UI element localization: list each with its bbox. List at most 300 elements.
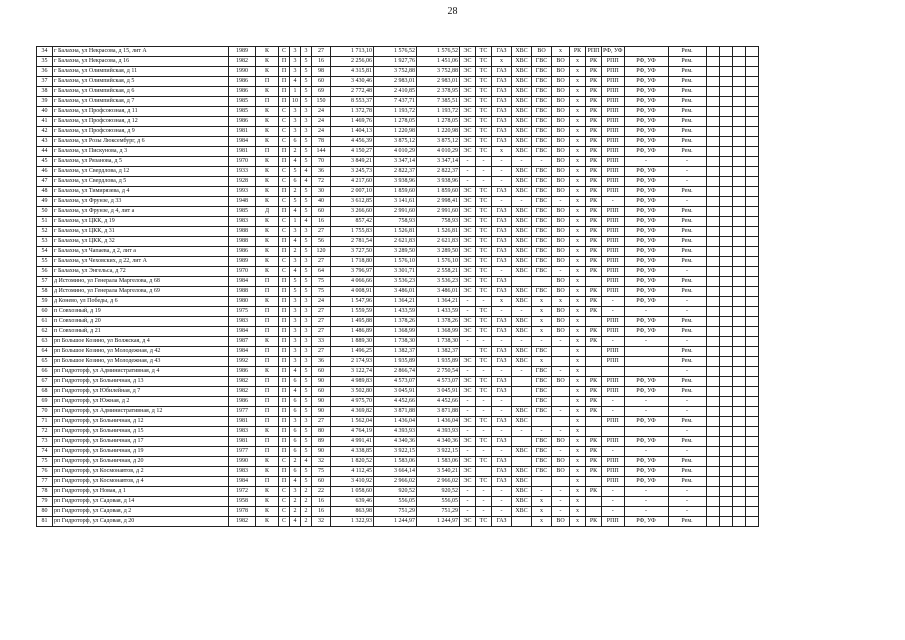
table-cell-rpp: РПП	[602, 247, 625, 257]
table-cell-no: 76	[37, 467, 53, 477]
table-cell-gvs: ГВС	[532, 67, 552, 77]
table-cell-rem: -	[668, 267, 706, 277]
table-cell-wall: П	[279, 367, 290, 377]
table-cell-wall: П	[279, 357, 290, 367]
table-cell-e1	[706, 77, 719, 87]
table-cell-rem: -	[668, 447, 706, 457]
table-cell-material: К	[256, 187, 279, 197]
table-cell-wall: П	[279, 477, 290, 487]
table-cell-other-area: 920,52	[417, 487, 460, 497]
table-cell-rem: -	[668, 407, 706, 417]
table-cell-rf-uf: РФ, УФ	[624, 197, 668, 207]
table-cell-gaz: -	[492, 337, 512, 347]
table-cell-vo: -	[552, 407, 570, 417]
table-cell-gvs: -	[532, 337, 552, 347]
table-cell-vo: ВО	[552, 457, 570, 467]
table-cell-living-area: 1 935,89	[374, 357, 417, 367]
table-cell-e2	[719, 67, 732, 77]
table-cell-rpp: РПП	[602, 437, 625, 447]
table-cell-gvs: х	[532, 517, 552, 527]
table-cell-e3	[732, 287, 745, 297]
table-cell-entrances: 5	[301, 367, 312, 377]
table-cell-e2	[719, 197, 732, 207]
table-cell-year: 1984	[229, 137, 256, 147]
table-cell-x: х	[570, 457, 586, 467]
table-row	[37, 287, 759, 297]
table-cell-no: 74	[37, 447, 53, 457]
table-cell-rk: РК	[586, 57, 602, 67]
table-cell-address: п Совхозный, д 21	[53, 327, 229, 337]
table-cell-address: рп Гидроторф, ул Новая, д 1	[53, 487, 229, 497]
table-cell-no: 41	[37, 117, 53, 127]
table-cell-total-area: 3 612,85	[331, 197, 374, 207]
table-cell-apartments: 16	[312, 507, 331, 517]
table-cell-no: 58	[37, 287, 53, 297]
table-cell-year: 1990	[229, 67, 256, 77]
table-cell-rem: Рем.	[668, 137, 706, 147]
table-cell-hvs: ХВС	[512, 507, 532, 517]
table-cell-address: рп Гидроторф, ул Юбилейная, д 7	[53, 387, 229, 397]
table-cell-total-area: 4 989,83	[331, 377, 374, 387]
table-cell-ts: ТС	[476, 127, 492, 137]
table-cell-x: х	[570, 57, 586, 67]
table-cell-year: 1992	[229, 357, 256, 367]
table-cell-x: х	[570, 77, 586, 87]
table-cell-floors: 2	[290, 247, 301, 257]
table-cell-total-area: 1 755,83	[331, 227, 374, 237]
table-cell-apartments: 78	[312, 137, 331, 147]
table-cell-no: 56	[37, 267, 53, 277]
table-cell-e4	[745, 297, 758, 307]
table-cell-material: П	[256, 407, 279, 417]
table-row	[37, 357, 759, 367]
table-cell-material: К	[256, 157, 279, 167]
table-cell-gaz: -	[492, 157, 512, 167]
table-cell-e4	[745, 207, 758, 217]
table-cell-entrances: 5	[301, 207, 312, 217]
table-cell-no: 47	[37, 177, 53, 187]
table-cell-wall: С	[279, 127, 290, 137]
table-cell-wall: П	[279, 447, 290, 457]
table-cell-apartments: 27	[312, 257, 331, 267]
table-cell-material: К	[256, 247, 279, 257]
table-cell-rf-uf: РФ, УФ	[624, 267, 668, 277]
table-cell-e4	[745, 477, 758, 487]
table-cell-no: 52	[37, 227, 53, 237]
table-cell-other-area: 1 526,81	[417, 227, 460, 237]
table-cell-rf-uf: РФ, УФ	[624, 77, 668, 87]
table-cell-rf-uf: -	[624, 157, 668, 167]
table-cell-rem: Рем.	[668, 227, 706, 237]
table-cell-wall: С	[279, 487, 290, 497]
table-cell-address: г Балахна, ул Профсоюзная, д 11	[53, 107, 229, 117]
table-row	[37, 517, 759, 527]
table-row	[37, 437, 759, 447]
table-cell-e1	[706, 187, 719, 197]
table-cell-gvs	[532, 277, 552, 287]
table-cell-es: ЭС	[460, 387, 476, 397]
table-cell-gvs: ГВС	[532, 57, 552, 67]
table-cell-e2	[719, 277, 732, 287]
table-cell-material: П	[256, 347, 279, 357]
table-cell-year: 1982	[229, 517, 256, 527]
table-cell-gaz: -	[492, 397, 512, 407]
table-cell-other-area: 1 935,89	[417, 357, 460, 367]
table-cell-apartments: 90	[312, 377, 331, 387]
table-cell-no: 78	[37, 487, 53, 497]
table-cell-es: ЭС	[460, 87, 476, 97]
table-cell-ts: ТС	[476, 317, 492, 327]
table-cell-year: 1984	[229, 347, 256, 357]
table-cell-year: 1981	[229, 437, 256, 447]
table-cell-ts: ТС	[476, 77, 492, 87]
table-cell-material: П	[256, 97, 279, 107]
table-cell-apartments: 36	[312, 357, 331, 367]
table-cell-rk: РК	[586, 437, 602, 447]
table-cell-e3	[732, 257, 745, 267]
table-cell-x: х	[570, 347, 586, 357]
table-cell-floors: 3	[290, 317, 301, 327]
table-cell-floors: 6	[290, 177, 301, 187]
table-cell-year: 1958	[229, 497, 256, 507]
table-cell-no: 38	[37, 87, 53, 97]
table-cell-rpp: РПП	[602, 457, 625, 467]
table-cell-rpp: -	[602, 297, 625, 307]
table-cell-hvs	[512, 517, 532, 527]
table-cell-x: х	[570, 447, 586, 457]
table-row	[37, 127, 759, 137]
table-cell-hvs: ХВС	[512, 167, 532, 177]
table-cell-floors: 2	[290, 457, 301, 467]
table-cell-x: х	[570, 217, 586, 227]
table-cell-gvs: ГВС	[532, 397, 552, 407]
table-cell-entrances: 5	[301, 187, 312, 197]
table-cell-material: К	[256, 137, 279, 147]
table-cell-e3	[732, 67, 745, 77]
table-cell-rk: РК	[586, 247, 602, 257]
table-cell-hvs: -	[512, 337, 532, 347]
table-cell-ts: ТС	[476, 257, 492, 267]
table-cell-rk	[586, 477, 602, 487]
table-cell-x: х	[570, 97, 586, 107]
table-cell-vo: -	[552, 367, 570, 377]
table-cell-rf-uf: РФ, УФ	[624, 67, 668, 77]
table-cell-e4	[745, 57, 758, 67]
table-cell-hvs: ХВС	[512, 467, 532, 477]
table-cell-total-area: 3 266,60	[331, 207, 374, 217]
table-cell-e1	[706, 447, 719, 457]
table-cell-rem: Рем.	[668, 257, 706, 267]
table-cell-total-area: 1 713,10	[331, 47, 374, 57]
table-cell-other-area: 4 393,93	[417, 427, 460, 437]
table-row	[37, 57, 759, 67]
table-cell-ts: -	[476, 157, 492, 167]
table-cell-no: 75	[37, 457, 53, 467]
table-cell-hvs: ХВС	[512, 257, 532, 267]
table-cell-e1	[706, 227, 719, 237]
table-cell-ts: ТС	[476, 217, 492, 227]
table-cell-hvs: ХВС	[512, 357, 532, 367]
table-cell-entrances: 5	[301, 477, 312, 487]
table-cell-rk: РК	[586, 177, 602, 187]
table-cell-x: х	[570, 167, 586, 177]
table-cell-rf-uf: -	[624, 397, 668, 407]
table-cell-no: 46	[37, 167, 53, 177]
table-cell-e4	[745, 87, 758, 97]
table-cell-living-area: 1 378,26	[374, 317, 417, 327]
table-cell-vo: -	[552, 487, 570, 497]
table-cell-hvs	[512, 457, 532, 467]
table-cell-floors: 4	[290, 477, 301, 487]
table-cell-rf-uf: -	[624, 307, 668, 317]
table-cell-e3	[732, 497, 745, 507]
table-cell-rk: РК	[586, 267, 602, 277]
table-cell-other-area: 1 576,10	[417, 257, 460, 267]
table-cell-total-area: 3 727,50	[331, 247, 374, 257]
table-cell-gvs: ГВС	[532, 147, 552, 157]
table-cell-entrances: 3	[301, 297, 312, 307]
table-cell-total-area: 2 781,54	[331, 237, 374, 247]
table-cell-e3	[732, 407, 745, 417]
table-cell-vo: х	[552, 297, 570, 307]
table-cell-year: 1986	[229, 87, 256, 97]
table-cell-total-area: 2 772,48	[331, 87, 374, 97]
table-row	[37, 427, 759, 437]
table-cell-e3	[732, 397, 745, 407]
table-cell-es: -	[460, 497, 476, 507]
table-cell-e4	[745, 197, 758, 207]
table-cell-no: 37	[37, 77, 53, 87]
table-cell-es: -	[460, 487, 476, 497]
table-cell-living-area: 1 576,52	[374, 47, 417, 57]
table-cell-e4	[745, 97, 758, 107]
table-cell-apartments: 72	[312, 177, 331, 187]
table-cell-wall: П	[279, 437, 290, 447]
table-cell-total-area: 1 547,96	[331, 297, 374, 307]
table-cell-e2	[719, 77, 732, 87]
table-cell-material: П	[256, 327, 279, 337]
table-cell-other-area: 1 436,04	[417, 417, 460, 427]
table-cell-rem: -	[668, 197, 706, 207]
table-cell-e1	[706, 127, 719, 137]
table-cell-living-area: 2 983,01	[374, 77, 417, 87]
table-cell-other-area: 2 621,83	[417, 237, 460, 247]
table-cell-gvs: ГВС	[532, 387, 552, 397]
table-cell-other-area: 1 382,37	[417, 347, 460, 357]
table-cell-rk: РК	[586, 167, 602, 177]
table-cell-material: П	[256, 387, 279, 397]
table-cell-e4	[745, 107, 758, 117]
table-cell-floors: 6	[290, 397, 301, 407]
table-cell-rpp: РПП	[602, 157, 625, 167]
table-cell-e3	[732, 317, 745, 327]
table-cell-rpp: РПП	[602, 377, 625, 387]
table-cell-entrances: 3	[301, 227, 312, 237]
table-cell-material: П	[256, 77, 279, 87]
table-cell-wall: П	[279, 307, 290, 317]
table-cell-ts: -	[476, 337, 492, 347]
table-cell-other-area: 2 991,60	[417, 207, 460, 217]
table-cell-year: 1978	[229, 507, 256, 517]
table-cell-ts: ТС	[476, 147, 492, 157]
table-cell-rpp: -	[602, 497, 625, 507]
table-row	[37, 197, 759, 207]
table-cell-wall: П	[279, 147, 290, 157]
table-cell-rpp: РПП	[602, 357, 625, 367]
table-cell-ts: ТС	[476, 387, 492, 397]
table-cell-year: 1988	[229, 287, 256, 297]
table-cell-x: х	[570, 337, 586, 347]
table-cell-e2	[719, 117, 732, 127]
table-cell-apartments: 33	[312, 337, 331, 347]
table-cell-wall: П	[279, 57, 290, 67]
table-cell-gvs: ГВС	[532, 207, 552, 217]
table-cell-e3	[732, 347, 745, 357]
table-cell-ts: ТС	[476, 117, 492, 127]
table-cell-other-area: 3 289,50	[417, 247, 460, 257]
table-cell-wall: П	[279, 207, 290, 217]
table-cell-hvs	[512, 377, 532, 387]
table-cell-gaz: -	[492, 407, 512, 417]
table-cell-ts: ТС	[476, 307, 492, 317]
table-cell-address: г Балахна, ул Рязанова, д 5	[53, 157, 229, 167]
table-cell-vo: ВО	[552, 467, 570, 477]
table-cell-no: 64	[37, 347, 53, 357]
table-cell-vo: -	[552, 447, 570, 457]
table-cell-hvs: ХВС	[512, 77, 532, 87]
table-cell-wall: С	[279, 167, 290, 177]
table-cell-hvs: ХВС	[512, 487, 532, 497]
table-cell-address: рп Гидроторф, ул Садовая, д 2	[53, 507, 229, 517]
table-cell-e1	[706, 107, 719, 117]
table-cell-ts: ТС	[476, 247, 492, 257]
table-cell-ts: ТС	[476, 197, 492, 207]
table-cell-rk: РПП	[586, 47, 602, 57]
table-cell-e2	[719, 157, 732, 167]
table-cell-es: ЭС	[460, 217, 476, 227]
table-cell-vo: ВО	[552, 87, 570, 97]
table-cell-living-area: 2 991,60	[374, 207, 417, 217]
table-cell-address: рп Гидроторф, ул Больничная, д 19	[53, 447, 229, 457]
table-row	[37, 257, 759, 267]
table-cell-e2	[719, 97, 732, 107]
table-cell-e4	[745, 347, 758, 357]
table-cell-es: ЭС	[460, 67, 476, 77]
table-cell-e4	[745, 317, 758, 327]
table-cell-wall: П	[279, 247, 290, 257]
table-cell-living-area: 3 289,50	[374, 247, 417, 257]
table-cell-e2	[719, 247, 732, 257]
table-cell-floors: 4	[290, 207, 301, 217]
table-cell-apartments: 27	[312, 347, 331, 357]
table-cell-rk: РК	[586, 217, 602, 227]
table-cell-apartments: 60	[312, 477, 331, 487]
table-cell-address: рп Гидроторф, ул Космонавтов, д 2	[53, 467, 229, 477]
table-cell-e4	[745, 177, 758, 187]
table-row	[37, 447, 759, 457]
table-cell-address: д Конево, ул Победы, д 6	[53, 297, 229, 307]
table-cell-floors: 4	[290, 267, 301, 277]
table-cell-hvs: -	[512, 367, 532, 377]
table-cell-hvs: ХВС	[512, 87, 532, 97]
table-cell-rpp: -	[602, 197, 625, 207]
table-cell-rf-uf: РФ, УФ	[624, 237, 668, 247]
table-cell-es: ЭС	[460, 437, 476, 447]
table-cell-entrances: 5	[301, 387, 312, 397]
table-cell-gaz: ГАЗ	[492, 477, 512, 487]
table-cell-address: г Балахна, ул Энгельса, д 72	[53, 267, 229, 277]
table-cell-living-area: 1 436,04	[374, 417, 417, 427]
table-cell-hvs: ХВС	[512, 47, 532, 57]
table-cell-total-area: 1 404,13	[331, 127, 374, 137]
table-cell-address: рп Большое Козино, ул Волжская, д 4	[53, 337, 229, 347]
table-cell-floors: 5	[290, 277, 301, 287]
table-cell-e2	[719, 47, 732, 57]
table-cell-rem: -	[668, 337, 706, 347]
table-cell-e2	[719, 167, 732, 177]
table-cell-e4	[745, 77, 758, 87]
table-cell-ts: ТС	[476, 517, 492, 527]
table-cell-vo	[552, 417, 570, 427]
table-cell-address: рп Гидроторф, ул Административная, д 12	[53, 407, 229, 417]
table-cell-gvs: ГВС	[532, 247, 552, 257]
table-cell-living-area: 1 278,05	[374, 117, 417, 127]
table-cell-gaz: -	[492, 177, 512, 187]
table-cell-es: ЭС	[460, 327, 476, 337]
table-cell-material: К	[256, 237, 279, 247]
table-cell-rk: РК	[586, 97, 602, 107]
table-cell-x: х	[570, 287, 586, 297]
table-cell-rpp: РПП	[602, 257, 625, 267]
table-cell-e3	[732, 387, 745, 397]
table-cell-living-area: 3 752,88	[374, 67, 417, 77]
table-cell-e4	[745, 337, 758, 347]
table-cell-total-area: 3 849,21	[331, 157, 374, 167]
table-cell-ts: -	[476, 447, 492, 457]
table-cell-ts: ТС	[476, 377, 492, 387]
table-cell-e4	[745, 327, 758, 337]
table-cell-gaz: ГАЗ	[492, 377, 512, 387]
table-cell-entrances: 3	[301, 257, 312, 267]
table-cell-entrances: 5	[301, 237, 312, 247]
table-cell-rf-uf	[624, 427, 668, 437]
table-cell-rpp: -	[602, 507, 625, 517]
table-cell-floors: 4	[290, 387, 301, 397]
table-cell-e4	[745, 457, 758, 467]
table-cell-hvs: ХВС	[512, 127, 532, 137]
table-cell-rpp: РПП	[602, 317, 625, 327]
table-cell-wall: П	[279, 397, 290, 407]
table-cell-living-area: 1 244,97	[374, 517, 417, 527]
table-row	[37, 347, 759, 357]
table-cell-floors: 3	[290, 297, 301, 307]
table-cell-e1	[706, 297, 719, 307]
table-cell-rk: РК	[586, 457, 602, 467]
table-cell-year: 1983	[229, 467, 256, 477]
table-cell-wall: П	[279, 317, 290, 327]
table-cell-rem: -	[668, 177, 706, 187]
table-cell-rk	[586, 367, 602, 377]
table-cell-total-area: 1 889,30	[331, 337, 374, 347]
table-cell-rk: РК	[586, 77, 602, 87]
table-cell-rem: -	[668, 167, 706, 177]
table-cell-entrances: 4	[301, 217, 312, 227]
table-cell-apartments: 27	[312, 317, 331, 327]
table-cell-rk: РК	[586, 517, 602, 527]
table-cell-other-area: 4 573,07	[417, 377, 460, 387]
table-cell-rem: Рем.	[668, 477, 706, 487]
table-cell-es: -	[460, 447, 476, 457]
